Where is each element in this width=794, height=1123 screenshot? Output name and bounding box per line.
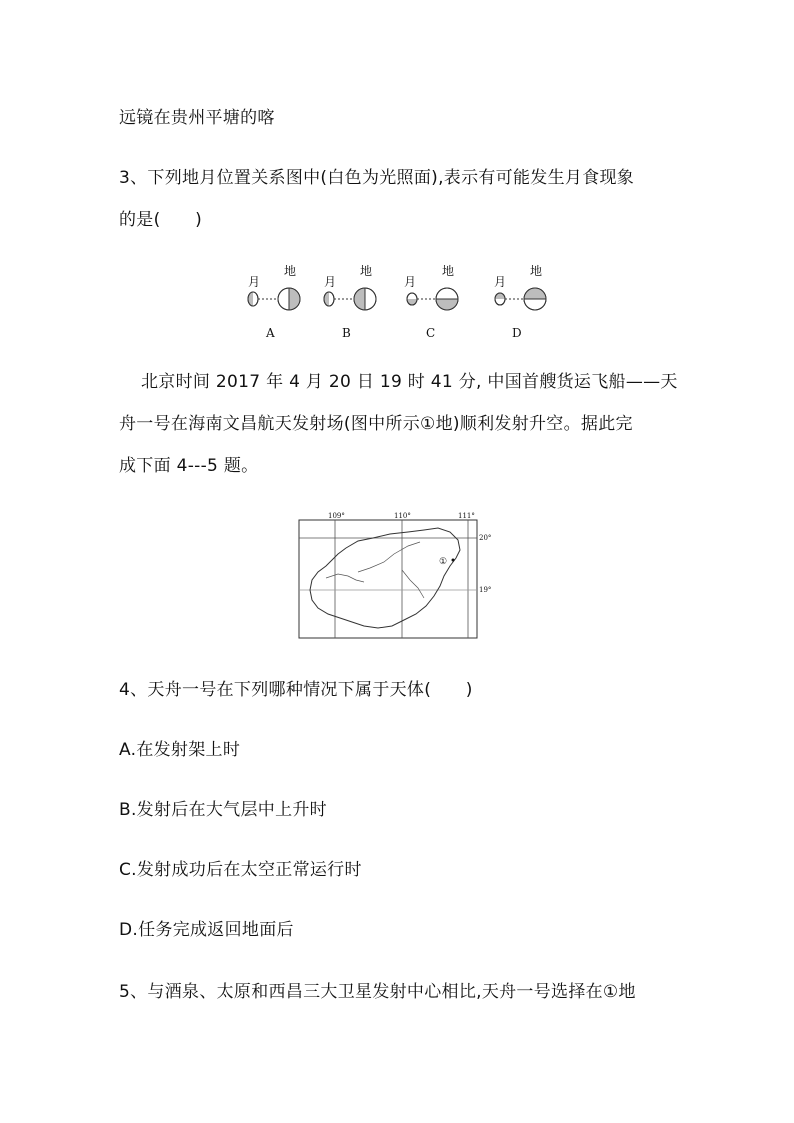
passage-line-1: 北京时间 2017 年 4 月 20 日 19 时 41 分, 中国首艘货运飞船——天 — [141, 372, 678, 392]
question-4-option-c: C.发射成功后在太空正常运行时 — [119, 860, 362, 880]
moon-label: 月 — [494, 275, 507, 289]
earth-shade — [289, 288, 300, 310]
earth-label: 地 — [360, 264, 373, 278]
question-4-option-a: A.在发射架上时 — [119, 740, 241, 760]
moon-shade — [324, 292, 329, 306]
option-b-diagram — [324, 263, 376, 340]
question-3-line-2: 的是( ) — [119, 210, 203, 230]
question-4: 4、天舟一号在下列哪种情况下属于天体( ) — [119, 680, 473, 700]
option-d-diagram — [494, 263, 546, 340]
passage-line-2: 舟一号在海南文昌航天发射场(图中所示①地)顺利发射升空。据此完 — [119, 414, 633, 434]
earth-label: 地 — [442, 264, 455, 278]
passage-line-3: 成下面 4---5 题。 — [119, 456, 259, 476]
earth-shade — [524, 288, 546, 299]
longitude-label-109: 109° — [328, 512, 345, 520]
earth-label: 地 — [530, 264, 543, 278]
question-4-option-d: D.任务完成返回地面后 — [119, 920, 294, 940]
text-line-top: 远镜在贵州平塘的喀 — [119, 108, 275, 128]
option-c-diagram — [404, 263, 458, 340]
latitude-label-19: 19° — [479, 586, 492, 594]
option-label: D — [512, 326, 522, 340]
moon-shade — [495, 293, 505, 299]
question-4-option-b: B.发射后在大气层中上升时 — [119, 800, 327, 820]
option-label: B — [342, 326, 351, 340]
option-label: A — [266, 326, 275, 340]
moon-label: 月 — [404, 275, 417, 289]
earth-shade — [354, 288, 365, 310]
launch-site-marker: ① — [439, 557, 448, 567]
moon-label: 月 — [248, 275, 261, 289]
moon-earth-position-figure — [240, 258, 560, 344]
moon-shade — [248, 292, 253, 306]
question-3-line-1: 3、下列地月位置关系图中(白色为光照面),表示有可能发生月食现象 — [119, 168, 635, 188]
moon-shade — [407, 299, 417, 305]
option-a-diagram — [248, 263, 300, 340]
moon-label: 月 — [324, 275, 337, 289]
launch-site-dot — [452, 559, 455, 562]
longitude-label-111: 111° — [458, 512, 475, 520]
latitude-label-20: 20° — [479, 534, 492, 542]
earth-shade — [436, 299, 458, 310]
earth-label: 地 — [284, 264, 297, 278]
longitude-label-110: 110° — [394, 512, 411, 520]
question-5-line-1: 5、与酒泉、太原和西昌三大卫星发射中心相比,天舟一号选择在①地 — [119, 982, 636, 1002]
hainan-map-figure — [298, 510, 498, 642]
option-label: C — [426, 326, 436, 340]
